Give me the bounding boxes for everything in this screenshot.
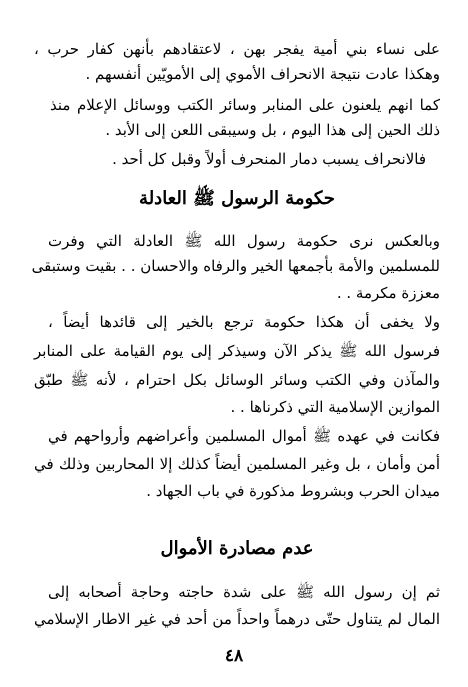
text-line: ثم إن رسول الله ﷺ على شدة حاجته وحاجة أصحابه إلى — [48, 583, 440, 601]
text-line: وهكذا عادت نتيجة الانحراف الأموي إلى الأمويّين أنفسهم . — [85, 65, 440, 83]
page-number: ٤٨ — [224, 646, 244, 666]
text-line: للمسلمين والأمة بأجمعها الخير والرفاه والاحسان . . بقيت وستبقى — [31, 257, 440, 275]
text-line: معززة مكرمة . . — [336, 284, 440, 302]
text-line: فالانحراف يسبب دمار المنحرف أولاً وقبل كل أحد . — [112, 150, 426, 168]
text-line: فرسول الله ﷺ يذكر الآن وسيذكر إلى يوم القيامة على المنابر — [34, 342, 440, 360]
text-line: فكانت في عهده ﷺ أموال المسلمين وأعراضهم وأرواحهم في — [48, 427, 440, 445]
text-line: ولا يخفى أن هكذا حكومة ترجع بالخير إلى قائدها أيضاً ، — [48, 313, 440, 331]
text-line: كما انهم يلعنون على المنابر وسائر الكتب ووسائل الإعلام منذ — [50, 96, 440, 114]
section-heading: حكومة الرسول ﷺ العادلة — [139, 188, 335, 209]
text-line: وبالعكس نرى حكومة رسول الله ﷺ العادلة التي وفرت — [48, 232, 440, 250]
text-line: ذلك الحين إلى هذا اليوم ، بل وسيبقى اللعن إلى الأبد . — [105, 121, 440, 139]
text-line: الموازين الإسلامية التي ذكرناها . . — [230, 398, 440, 416]
section-heading: عدم مصادرة الأموال — [160, 538, 314, 559]
text-line: على نساء بني أمية يفجر بهن ، لاعتقادهم بأنهن كفار حرب ، — [34, 40, 440, 58]
book-page — [31, 30, 440, 670]
text-line: والمآذن وفي الكتب وسائر الوسائل بكل احترام ، لأنه ﷺ طبّق — [34, 371, 440, 389]
text-line: المال لم يتناول حتّى درهماً واحداً من أحد في غير الاطار الإسلامي — [34, 610, 440, 628]
text-line: ميدان الحرب وبشروط مذكورة في باب الجهاد . — [146, 482, 440, 500]
text-line: أمن وأمان ، بل وغير المسلمين أيضاً كذلك إلا المحاربين وذلك في — [34, 455, 440, 473]
